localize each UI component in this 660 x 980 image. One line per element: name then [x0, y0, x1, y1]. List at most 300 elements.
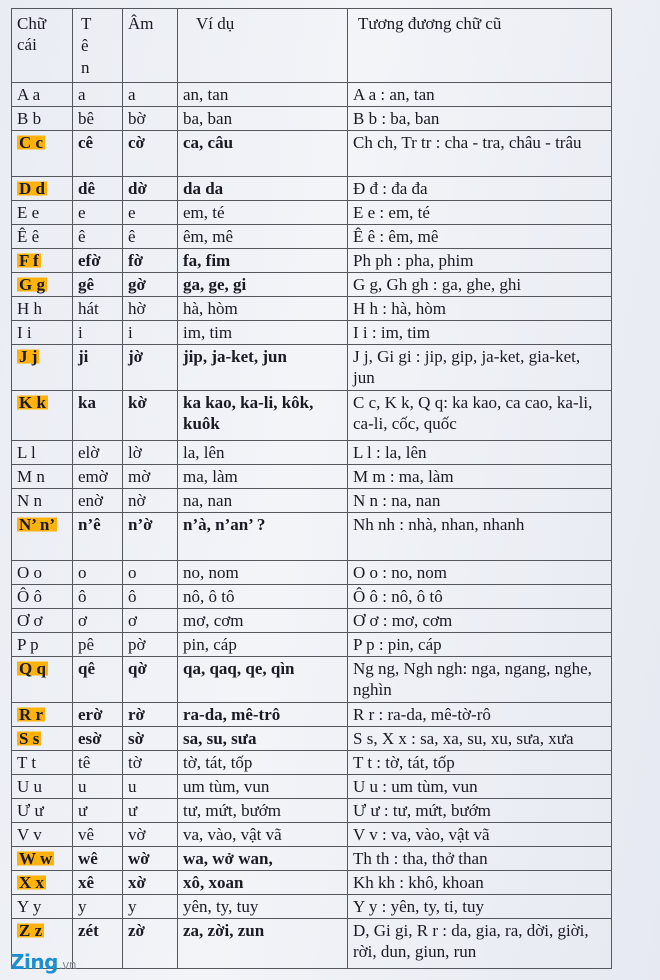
old-equivalent-cell [348, 201, 612, 225]
letter-cell-text: T t [17, 753, 37, 772]
name-cell-text: zét [78, 921, 99, 940]
example-cell [178, 177, 348, 201]
table-row [12, 775, 612, 799]
letter-cell [12, 321, 73, 345]
sound-cell [123, 297, 178, 321]
table-row [12, 489, 612, 513]
letter-cell-text: S s [19, 729, 40, 748]
name-cell [73, 727, 123, 751]
sound-cell-text: tờ [128, 753, 142, 772]
example-cell-text: ga, ge, gi [183, 275, 247, 294]
example-cell-text: ma, làm [183, 467, 238, 486]
old-equivalent-cell-text: Ơ ơ : mơ, cơm [353, 611, 453, 630]
letter-cell [12, 895, 73, 919]
name-cell [73, 273, 123, 297]
example-cell [178, 297, 348, 321]
example-cell-text: im, tim [183, 323, 233, 342]
letter-cell-text: J j [19, 347, 38, 366]
letter-cell [12, 799, 73, 823]
letter-cell [12, 847, 73, 871]
sound-cell-text: pờ [128, 635, 146, 654]
example-cell [178, 321, 348, 345]
example-cell [178, 441, 348, 465]
table-row [12, 871, 612, 895]
sound-cell [123, 273, 178, 297]
sound-cell [123, 871, 178, 895]
name-cell-text: ơ [78, 611, 87, 630]
table-row [12, 727, 612, 751]
letter-cell [12, 775, 73, 799]
letter-cell-text: L l [17, 443, 36, 462]
sound-cell-text: lờ [128, 443, 142, 462]
sound-cell [123, 633, 178, 657]
letter-cell [12, 273, 73, 297]
old-equivalent-cell [348, 727, 612, 751]
name-cell-text: y [78, 897, 87, 916]
old-equivalent-cell-text: Nh nh : nhà, nhan, nhanh [353, 515, 525, 534]
sound-cell-text: sờ [128, 729, 145, 748]
old-equivalent-cell [348, 465, 612, 489]
letter-cell [12, 249, 73, 273]
table-row [12, 751, 612, 775]
example-cell [178, 585, 348, 609]
sound-cell [123, 201, 178, 225]
example-cell-text: ca, câu [183, 133, 234, 152]
old-equivalent-cell-text: L l : la, lên [353, 443, 427, 462]
sound-cell [123, 83, 178, 107]
letter-cell-text: Y y [17, 897, 42, 916]
letter-cell-text: I i [17, 323, 32, 342]
sound-cell [123, 585, 178, 609]
name-cell-text: dê [78, 179, 95, 198]
example-cell-text: nô, ô tô [183, 587, 235, 606]
name-cell [73, 657, 123, 703]
table-row [12, 657, 612, 703]
name-cell [73, 201, 123, 225]
example-cell [178, 83, 348, 107]
old-equivalent-cell [348, 177, 612, 201]
sound-cell-text: vờ [128, 825, 146, 844]
letter-cell-text: H h [17, 299, 43, 318]
old-equivalent-cell [348, 345, 612, 391]
old-equivalent-cell [348, 775, 612, 799]
example-cell [178, 273, 348, 297]
old-equivalent-cell-text: Ê ê : êm, mê [353, 227, 439, 246]
table-row [12, 131, 612, 177]
letter-cell-text: M n [17, 467, 45, 486]
example-cell [178, 225, 348, 249]
letter-cell-text: Ô ô [17, 587, 43, 606]
old-equivalent-cell [348, 585, 612, 609]
letter-cell [12, 83, 73, 107]
old-equivalent-cell-text: Ư ư : tư, mứt, bướm [353, 801, 491, 820]
old-equivalent-cell-text: R r : ra-da, mê-tờ-rô [353, 705, 491, 724]
name-cell-text: xê [78, 873, 95, 892]
old-equivalent-cell [348, 83, 612, 107]
old-equivalent-cell-text: E e : em, té [353, 203, 430, 222]
sound-cell-text: cờ [128, 133, 145, 152]
old-equivalent-cell [348, 799, 612, 823]
letter-cell-text: N’ n’ [19, 515, 56, 534]
logo-brand: Zing [10, 950, 58, 974]
example-cell [178, 391, 348, 441]
sound-cell-text: hờ [128, 299, 146, 318]
letter-cell-text: Ơ ơ [17, 611, 43, 630]
sound-cell-text: qờ [128, 659, 147, 678]
table-row [12, 823, 612, 847]
example-cell-text: la, lên [183, 443, 225, 462]
old-equivalent-cell-text: V v : va, vào, vật vã [353, 825, 490, 844]
example-cell [178, 609, 348, 633]
sound-cell-text: rờ [128, 705, 145, 724]
name-cell-text: cê [78, 133, 94, 152]
sound-cell-text: mờ [128, 467, 151, 486]
letter-cell-text: R r [19, 705, 44, 724]
sound-cell-text: zờ [128, 921, 145, 940]
old-equivalent-cell-text: C c, K k, Q q: ka kao, ca cao, ka-li, ca-li, cốc, quốc [353, 393, 593, 433]
old-equivalent-cell [348, 751, 612, 775]
example-cell [178, 919, 348, 969]
name-cell-text: ư [78, 801, 88, 820]
sound-cell-text: ơ [128, 611, 137, 630]
letter-cell [12, 703, 73, 727]
sound-cell [123, 391, 178, 441]
example-cell [178, 201, 348, 225]
sound-cell-text: nờ [128, 491, 146, 510]
old-equivalent-cell [348, 703, 612, 727]
example-cell-text: an, tan [183, 85, 229, 104]
letter-cell-text: V v [17, 825, 42, 844]
sound-cell [123, 609, 178, 633]
name-cell-text: pê [78, 635, 95, 654]
header-letter: Chữ cái [12, 9, 73, 83]
example-cell [178, 489, 348, 513]
table-row [12, 297, 612, 321]
name-cell-text: i [78, 323, 83, 342]
alphabet-table [11, 8, 612, 969]
name-cell-text: o [78, 563, 87, 582]
example-cell-text: pin, cáp [183, 635, 237, 654]
name-cell [73, 585, 123, 609]
sound-cell [123, 441, 178, 465]
old-equivalent-cell-text: D, Gi gi, R r : da, gia, ra, dời, giời, rời, dun, giun, run [353, 921, 589, 961]
name-cell [73, 871, 123, 895]
letter-cell [12, 465, 73, 489]
sound-cell [123, 727, 178, 751]
name-cell [73, 751, 123, 775]
example-cell [178, 107, 348, 131]
old-equivalent-cell-text: O o : no, nom [353, 563, 447, 582]
sound-cell [123, 751, 178, 775]
name-cell [73, 703, 123, 727]
example-cell [178, 703, 348, 727]
name-cell-text: enờ [78, 491, 104, 510]
example-cell-text: no, nom [183, 563, 239, 582]
example-cell [178, 465, 348, 489]
letter-cell-text: G g [19, 275, 45, 294]
example-cell [178, 751, 348, 775]
sound-cell-text: ô [128, 587, 137, 606]
old-equivalent-cell [348, 321, 612, 345]
sound-cell [123, 847, 178, 871]
old-equivalent-cell-text: Ô ô : nô, ô tô [353, 587, 443, 606]
table-row [12, 345, 612, 391]
letter-cell [12, 871, 73, 895]
old-equivalent-cell-text: H h : hà, hòm [353, 299, 447, 318]
letter-cell-text: Z z [19, 921, 43, 940]
sound-cell [123, 177, 178, 201]
example-cell-text: va, vào, vật vã [183, 825, 282, 844]
letter-cell-text: O o [17, 563, 43, 582]
example-cell [178, 561, 348, 585]
name-cell-text: gê [78, 275, 95, 294]
old-equivalent-cell-text: Kh kh : khô, khoan [353, 873, 484, 892]
sound-cell-text: ê [128, 227, 136, 246]
old-equivalent-cell-text: M m : ma, làm [353, 467, 454, 486]
header-old-equivalent: Tương đương chữ cũ [348, 9, 612, 83]
table-row [12, 177, 612, 201]
name-cell [73, 895, 123, 919]
sound-cell-text: y [128, 897, 137, 916]
name-cell-text: wê [78, 849, 98, 868]
sound-cell [123, 225, 178, 249]
letter-cell [12, 727, 73, 751]
letter-cell-text: K k [19, 393, 46, 412]
old-equivalent-cell [348, 919, 612, 969]
old-equivalent-cell-text: G g, Gh gh : ga, ghe, ghi [353, 275, 522, 294]
old-equivalent-cell-text: I i : im, tim [353, 323, 430, 342]
old-equivalent-cell [348, 131, 612, 177]
table-row [12, 561, 612, 585]
letter-cell [12, 201, 73, 225]
old-equivalent-cell-text: B b : ba, ban [353, 109, 440, 128]
letter-cell [12, 561, 73, 585]
old-equivalent-cell-text: P p : pin, cáp [353, 635, 442, 654]
letter-cell [12, 107, 73, 131]
name-cell-text: qê [78, 659, 95, 678]
sound-cell [123, 489, 178, 513]
table-row [12, 441, 612, 465]
example-cell-text: tờ, tát, tốp [183, 753, 253, 772]
old-equivalent-cell-text: A a : an, tan [353, 85, 435, 104]
letter-cell [12, 751, 73, 775]
letter-cell [12, 391, 73, 441]
example-cell [178, 657, 348, 703]
letter-cell-text: Ư ư [17, 801, 44, 820]
example-cell-text: qa, qaq, qe, qìn [183, 659, 295, 678]
table-header-row [12, 9, 612, 83]
example-cell-text: yên, ty, tuy [183, 897, 259, 916]
name-cell [73, 489, 123, 513]
example-cell-text: da da [183, 179, 224, 198]
sound-cell [123, 249, 178, 273]
sound-cell [123, 657, 178, 703]
example-cell [178, 895, 348, 919]
old-equivalent-cell-text: Y y : yên, ty, ti, tuy [353, 897, 484, 916]
header-name [73, 9, 123, 83]
old-equivalent-cell [348, 441, 612, 465]
sound-cell [123, 895, 178, 919]
old-equivalent-cell [348, 249, 612, 273]
name-cell-text: esờ [78, 729, 102, 748]
old-equivalent-cell-text: Th th : tha, thở than [353, 849, 488, 868]
letter-cell-text: Q q [19, 659, 46, 678]
table-row [12, 391, 612, 441]
old-equivalent-cell [348, 107, 612, 131]
example-cell-text: mơ, cơm [183, 611, 244, 630]
example-cell-text: wa, wở wan, [183, 849, 273, 868]
letter-cell-text: A a [17, 85, 41, 104]
header-name-text: Tên [81, 14, 92, 77]
old-equivalent-cell [348, 561, 612, 585]
name-cell [73, 177, 123, 201]
name-cell-text: ô [78, 587, 87, 606]
name-cell [73, 513, 123, 561]
old-equivalent-cell [348, 847, 612, 871]
letter-cell [12, 345, 73, 391]
letter-cell [12, 657, 73, 703]
letter-cell [12, 131, 73, 177]
old-equivalent-cell [348, 895, 612, 919]
logo-suffix: .vn [58, 958, 76, 972]
letter-cell-text: F f [19, 251, 39, 270]
old-equivalent-cell [348, 609, 612, 633]
sound-cell-text: e [128, 203, 136, 222]
sound-cell-text: jờ [128, 347, 144, 366]
example-cell-text: tư, mứt, bướm [183, 801, 282, 820]
letter-cell-text: U u [17, 777, 43, 796]
example-cell-text: um tùm, vun [183, 777, 270, 796]
letter-cell-text: N n [17, 491, 43, 510]
letter-cell [12, 609, 73, 633]
name-cell [73, 823, 123, 847]
example-cell-text: em, té [183, 203, 225, 222]
letter-cell [12, 441, 73, 465]
example-cell-text: ka kao, ka-li, kôk, kuôk [183, 393, 314, 433]
letter-cell-text: D d [19, 179, 45, 198]
name-cell [73, 609, 123, 633]
table-row [12, 847, 612, 871]
old-equivalent-cell [348, 871, 612, 895]
old-equivalent-cell-text: J j, Gi gi : jip, gip, ja-ket, gia-ket, jun [353, 347, 581, 387]
old-equivalent-cell [348, 823, 612, 847]
table-row [12, 321, 612, 345]
example-cell-text: n’à, n’an’ ? [183, 515, 266, 534]
old-equivalent-cell [348, 633, 612, 657]
example-cell-text: na, nan [183, 491, 233, 510]
example-cell-text: fa, fim [183, 251, 231, 270]
zing-logo [10, 950, 76, 974]
name-cell-text: emờ [78, 467, 108, 486]
example-cell-text: za, zời, zun [183, 921, 265, 940]
sound-cell-text: bờ [128, 109, 146, 128]
sound-cell-text: o [128, 563, 137, 582]
sound-cell-text: a [128, 85, 136, 104]
name-cell [73, 633, 123, 657]
sound-cell [123, 703, 178, 727]
table-row [12, 465, 612, 489]
table-row [12, 201, 612, 225]
letter-cell [12, 489, 73, 513]
example-cell [178, 847, 348, 871]
example-cell-text: êm, mê [183, 227, 234, 246]
sound-cell [123, 345, 178, 391]
old-equivalent-cell-text: N n : na, nan [353, 491, 441, 510]
table-row [12, 249, 612, 273]
old-equivalent-cell [348, 273, 612, 297]
letter-cell [12, 177, 73, 201]
example-cell-text: hà, hòm [183, 299, 238, 318]
old-equivalent-cell-text: Đ đ : đa đa [353, 179, 428, 198]
table-row [12, 585, 612, 609]
name-cell-text: bê [78, 109, 95, 128]
example-cell [178, 871, 348, 895]
sound-cell [123, 775, 178, 799]
table-row [12, 633, 612, 657]
name-cell [73, 799, 123, 823]
table-row [12, 273, 612, 297]
sound-cell-text: fờ [128, 251, 144, 270]
name-cell-text: tê [78, 753, 91, 772]
name-cell [73, 297, 123, 321]
example-cell [178, 727, 348, 751]
sound-cell-text: u [128, 777, 137, 796]
table-row [12, 225, 612, 249]
old-equivalent-cell [348, 225, 612, 249]
sound-cell [123, 131, 178, 177]
table-row [12, 107, 612, 131]
sound-cell-text: ư [128, 801, 138, 820]
letter-cell-text: B b [17, 109, 42, 128]
letter-cell [12, 633, 73, 657]
example-cell-text: sa, su, sưa [183, 729, 257, 748]
name-cell [73, 345, 123, 391]
letter-cell [12, 585, 73, 609]
table-row [12, 895, 612, 919]
name-cell [73, 919, 123, 969]
sound-cell [123, 321, 178, 345]
name-cell-text: elờ [78, 443, 100, 462]
sound-cell [123, 561, 178, 585]
name-cell-text: erờ [78, 705, 103, 724]
example-cell [178, 249, 348, 273]
name-cell [73, 465, 123, 489]
name-cell [73, 847, 123, 871]
table-row [12, 799, 612, 823]
sound-cell [123, 465, 178, 489]
table-row [12, 513, 612, 561]
old-equivalent-cell-text: Ph ph : pha, phim [353, 251, 474, 270]
letter-cell [12, 225, 73, 249]
table-row [12, 609, 612, 633]
name-cell-text: vê [78, 825, 95, 844]
name-cell [73, 225, 123, 249]
old-equivalent-cell-text: S s, X x : sa, xa, su, xu, sưa, xưa [353, 729, 574, 748]
name-cell [73, 249, 123, 273]
example-cell [178, 823, 348, 847]
sound-cell-text: gờ [128, 275, 146, 294]
example-cell-text: ra-da, mê-trô [183, 705, 281, 724]
old-equivalent-cell-text: U u : um tùm, vun [353, 777, 478, 796]
name-cell [73, 391, 123, 441]
sound-cell [123, 823, 178, 847]
header-example: Ví dụ [178, 9, 348, 83]
example-cell [178, 633, 348, 657]
name-cell-text: ka [78, 393, 96, 412]
letter-cell [12, 823, 73, 847]
old-equivalent-cell-text: Ch ch, Tr tr : cha - tra, châu - trâu [353, 133, 582, 152]
name-cell-text: a [78, 85, 86, 104]
